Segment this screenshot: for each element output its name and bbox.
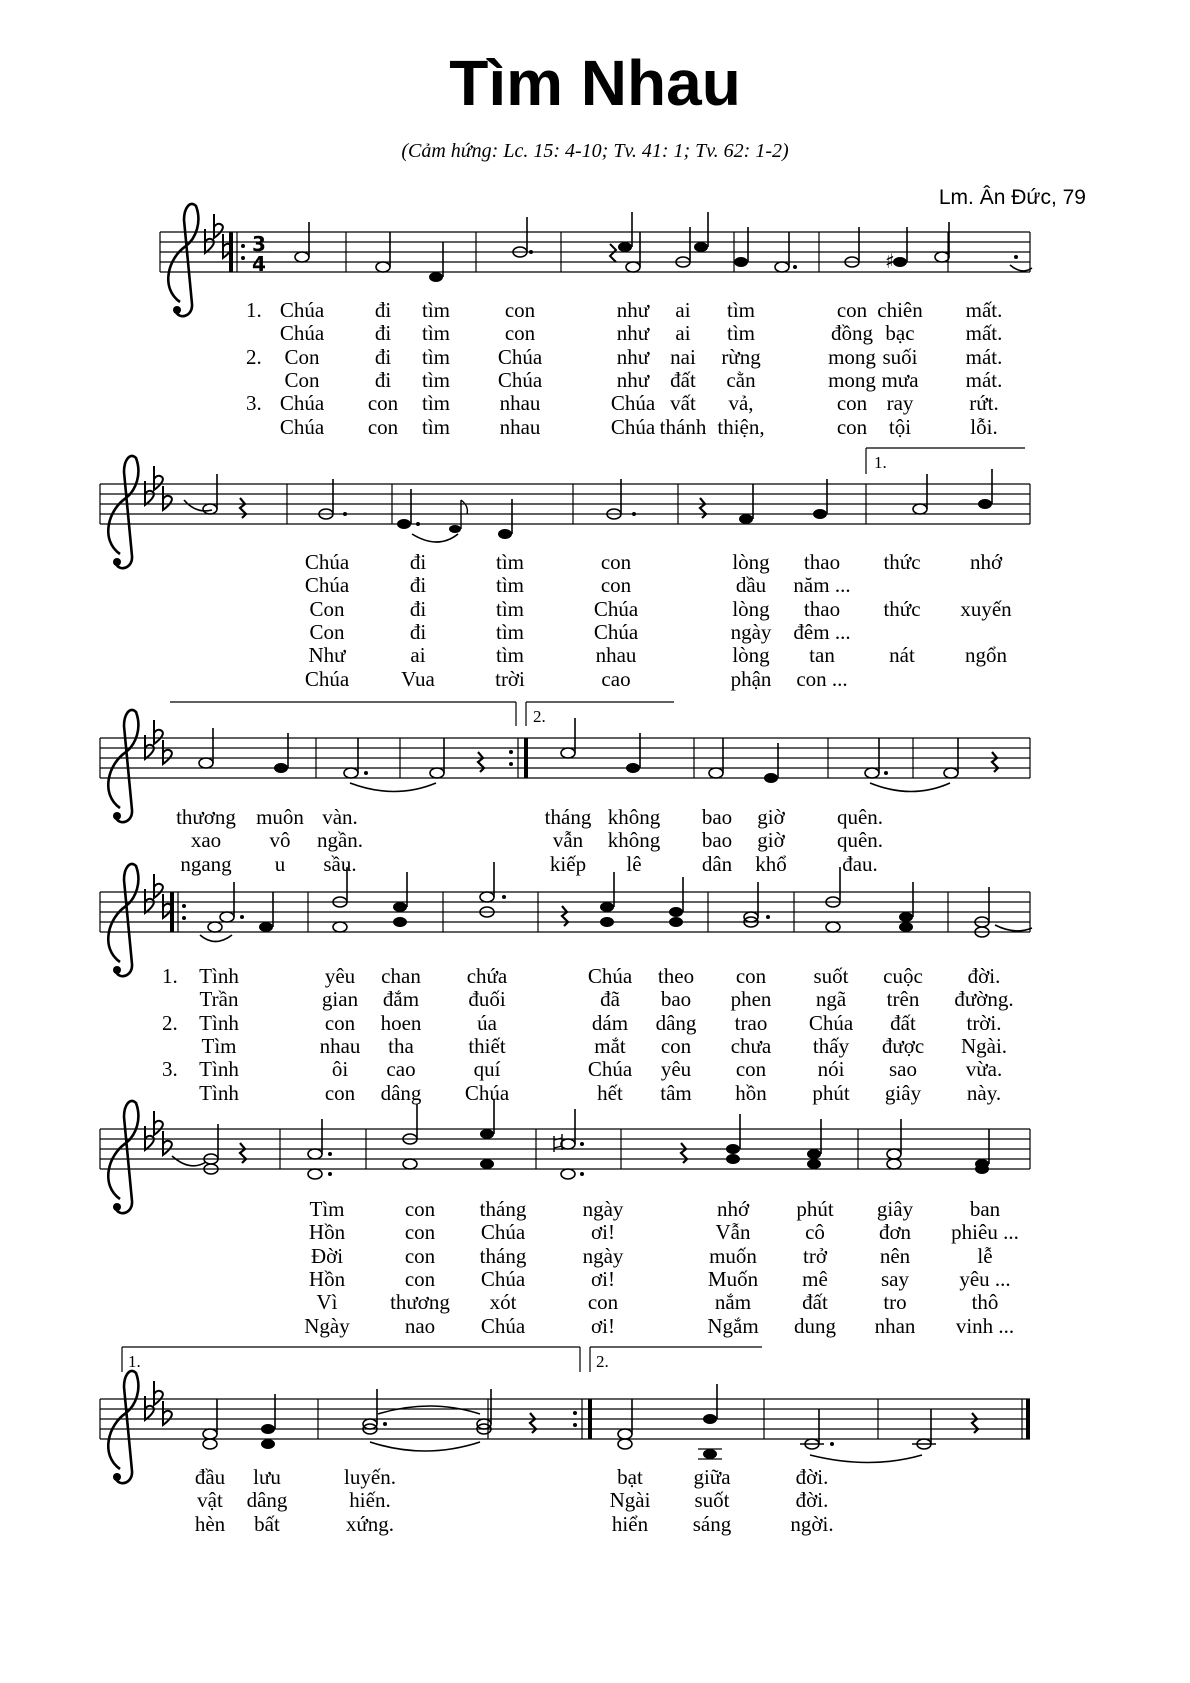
lyric-syllable: nhau <box>499 414 541 439</box>
lyric-syllable: nên <box>879 1243 911 1268</box>
lyric-syllable: Chúa <box>480 1220 526 1245</box>
lyric-syllable: Tìm <box>201 1033 237 1058</box>
lyric-syllable: hiển <box>611 1511 649 1536</box>
lyric-syllable: năm ... <box>793 573 851 598</box>
lyric-syllable: tìm <box>421 321 451 346</box>
volta-1-label-b: 1. <box>128 1352 141 1371</box>
lyric-syllable: lê <box>626 851 642 876</box>
lyric-syllable: đi <box>409 596 427 621</box>
lyric-syllable: vừa. <box>965 1057 1003 1082</box>
lyric-syllable: đêm ... <box>793 619 851 644</box>
lyric-syllable: thiện, <box>717 414 765 439</box>
volta-2-label: 2. <box>533 707 546 726</box>
lyric-syllable: xót <box>489 1290 517 1315</box>
lyric-syllable: giây <box>884 1080 922 1105</box>
lyric-syllable: Tình <box>199 1080 239 1105</box>
lyric-syllable: nát <box>889 643 915 668</box>
lyric-syllable: cằn <box>726 367 756 392</box>
lyric-syllable: hết <box>597 1080 623 1105</box>
verse-number: 2. <box>162 1010 178 1035</box>
lyric-syllable: mong <box>828 344 876 369</box>
lyric-syllable: nắm <box>714 1290 752 1315</box>
lyric-syllable: Chúa <box>497 367 543 392</box>
lyric-syllable: tháng <box>544 805 592 829</box>
lyric-syllable: thức <box>883 550 921 574</box>
lyric-syllable: đi <box>409 550 427 574</box>
lyric-syllable: gian <box>321 987 359 1012</box>
lyric-syllable: ray <box>886 391 914 416</box>
lyric-syllable: phút <box>796 1197 834 1221</box>
lyric-syllable: ngày <box>582 1243 624 1268</box>
lyric-syllable: Chúa <box>808 1010 854 1035</box>
lyric-syllable: hèn <box>194 1511 226 1536</box>
lyric-syllable: bao <box>660 987 692 1012</box>
lyric-syllable: ai <box>410 643 426 668</box>
lyric-syllable: con <box>735 1057 767 1082</box>
lyric-syllable: con <box>660 1033 692 1058</box>
lyric-syllable: đi <box>409 573 427 598</box>
lyric-syllable: ngời. <box>790 1511 834 1536</box>
lyric-syllable: đi <box>409 619 427 644</box>
lyric-syllable: dung <box>794 1313 836 1338</box>
lyric-syllable: ngang <box>180 851 232 876</box>
lyric-syllable: Con <box>309 619 345 644</box>
lyric-syllable: mất. <box>965 321 1003 346</box>
lyric-syllable: ơi! <box>591 1313 615 1338</box>
lyric-syllable: Chúa <box>610 391 656 416</box>
lyric-syllable: thao <box>803 596 841 621</box>
lyric-syllable: trời. <box>966 1010 1002 1035</box>
lyric-syllable: tìm <box>495 643 525 668</box>
lyric-syllable: bạc <box>885 321 915 346</box>
lyric-syllable: Muốn <box>707 1266 759 1291</box>
lyric-syllable: tội <box>888 414 912 439</box>
lyric-syllable: sao <box>889 1057 917 1082</box>
lyric-syllable: Chúa <box>279 321 325 346</box>
lyric-syllable: Đời <box>310 1243 344 1268</box>
lyric-syllable: ngày <box>582 1197 624 1221</box>
lyric-syllable: Tình <box>199 964 239 988</box>
lyric-syllable: cao <box>601 666 631 691</box>
lyric-syllable: con <box>836 414 868 439</box>
lyric-syllable: quên. <box>836 828 884 853</box>
lyric-syllable: ngày <box>730 619 772 644</box>
lyric-syllable: mát. <box>965 344 1003 369</box>
lyric-syllable: Ngày <box>304 1313 350 1338</box>
lyric-syllable: con <box>504 321 536 346</box>
time-sig-top: 3 <box>252 232 266 256</box>
lyric-syllable: lễ <box>977 1243 993 1268</box>
lyric-syllable: con <box>735 964 767 988</box>
lyric-syllable: luyến. <box>344 1465 396 1489</box>
lyric-syllable: ơi! <box>591 1266 615 1291</box>
verse-number: 1. <box>246 298 262 322</box>
lyric-syllable: ngần. <box>316 828 364 853</box>
lyric-syllable: bao <box>701 828 733 853</box>
lyric-syllable: thương <box>390 1290 450 1315</box>
lyric-syllable: nhau <box>499 391 541 416</box>
lyric-syllable: đau. <box>842 851 878 876</box>
lyric-syllable: kiếp <box>549 851 587 876</box>
lyric-syllable: này. <box>966 1080 1002 1105</box>
lyric-syllable: như <box>616 298 650 322</box>
verse-number: 2. <box>246 344 262 369</box>
lyric-syllable: dâng <box>655 1010 697 1035</box>
lyric-syllable: tan <box>809 643 835 668</box>
lyric-syllable: bất <box>254 1511 280 1536</box>
lyric-syllable: Vẫn <box>715 1220 751 1245</box>
lyric-syllable: cuộc <box>883 964 923 988</box>
lyric-syllable: ngã <box>815 987 847 1012</box>
lyric-syllable: Chúa <box>304 666 350 691</box>
lyric-syllable: mất. <box>965 298 1003 322</box>
lyric-syllable: rừng <box>721 344 761 369</box>
lyric-syllable: phút <box>812 1080 850 1105</box>
lyric-syllable: mát. <box>965 367 1003 392</box>
lyric-syllable: nói <box>817 1057 845 1082</box>
lyric-syllable: xuyến <box>960 596 1012 621</box>
lyric-syllable: Con <box>284 367 320 392</box>
lyric-syllable: suốt <box>813 964 849 988</box>
lyric-syllable: tìm <box>421 367 451 392</box>
lyric-syllable: giờ <box>757 805 785 829</box>
lyric-syllable: trao <box>734 1010 768 1035</box>
lyric-syllable: dâng <box>380 1080 422 1105</box>
lyric-syllable: chưa <box>730 1033 772 1058</box>
lyric-syllable: nhớ <box>716 1197 750 1221</box>
lyric-syllable: u <box>274 851 286 876</box>
lyric-syllable: yêu <box>660 1057 692 1082</box>
lyric-syllable: vàn. <box>322 805 358 829</box>
svg-text:♯: ♯ <box>885 249 895 273</box>
lyric-syllable: quí <box>473 1057 501 1082</box>
lyric-syllable: vật <box>197 1488 223 1513</box>
lyric-syllable: đời. <box>795 1465 829 1489</box>
lyric-syllable: Con <box>309 596 345 621</box>
lyric-syllable: Con <box>284 344 320 369</box>
lyric-syllable: úa <box>477 1010 497 1035</box>
lyric-syllable: đường. <box>954 987 1014 1012</box>
lyric-syllable: bao <box>701 805 733 829</box>
lyric-syllable: Ngài <box>609 1488 651 1513</box>
lyric-syllable: con <box>504 298 536 322</box>
lyric-syllable: đi <box>374 321 392 346</box>
lyric-syllable: Tìm <box>309 1197 345 1221</box>
lyric-syllable: tha <box>388 1033 414 1058</box>
lyric-syllable: Chúa <box>279 391 325 416</box>
lyric-syllable: xao <box>190 828 222 853</box>
lyric-syllable: đời. <box>795 1488 829 1513</box>
lyric-syllable: Vua <box>401 666 435 691</box>
lyric-syllable: đi <box>374 344 392 369</box>
lyric-syllable: Ngài. <box>960 1033 1008 1058</box>
lyric-syllable: con <box>324 1080 356 1105</box>
lyric-syllable: Chúa <box>279 298 325 322</box>
lyric-syllable: giây <box>876 1197 914 1221</box>
lyric-syllable: Chúa <box>587 964 633 988</box>
lyric-syllable: ơi! <box>591 1220 615 1245</box>
lyric-syllable: Chúa <box>497 344 543 369</box>
lyric-syllable: đi <box>374 367 392 392</box>
volta-1-label: 1. <box>874 453 887 472</box>
verse-number: 3. <box>246 391 262 416</box>
lyric-syllable: tìm <box>421 344 451 369</box>
lyric-syllable: tìm <box>421 298 451 322</box>
lyric-syllable: con <box>367 414 399 439</box>
lyric-syllable: sáng <box>692 1511 732 1536</box>
verse-number: 3. <box>162 1057 178 1082</box>
lyric-syllable: Chúa <box>480 1266 526 1291</box>
lyric-syllable: tìm <box>726 321 756 346</box>
lyric-syllable: thao <box>803 550 841 574</box>
lyric-syllable: say <box>881 1266 909 1291</box>
lyric-syllable: tìm <box>495 573 525 598</box>
lyric-syllable: mê <box>802 1266 828 1291</box>
time-sig-bottom: 4 <box>252 252 266 276</box>
lyric-syllable: lòng <box>732 550 770 574</box>
lyric-syllable: nhớ <box>969 550 1003 574</box>
lyric-syllable: lỗi. <box>970 414 998 439</box>
lyric-syllable: trời <box>495 666 525 691</box>
lyric-syllable: nai <box>670 344 696 369</box>
lyric-syllable: thánh <box>659 414 707 439</box>
lyric-syllable: hiến. <box>349 1488 391 1513</box>
lyric-syllable: bạt <box>617 1465 643 1489</box>
lyric-syllable: vinh ... <box>955 1313 1015 1338</box>
lyric-syllable: nhau <box>319 1033 361 1058</box>
lyric-syllable: ban <box>969 1197 1001 1221</box>
lyric-syllable: Hồn <box>308 1220 346 1245</box>
lyric-syllable: tâm <box>660 1080 692 1105</box>
lyric-syllable: dâng <box>246 1488 288 1513</box>
lyric-syllable: nhan <box>874 1313 916 1338</box>
lyric-syllable: con <box>404 1197 436 1221</box>
lyric-syllable: dân <box>701 851 733 876</box>
lyric-syllable: nao <box>404 1313 436 1338</box>
lyric-syllable: đã <box>600 987 620 1012</box>
lyric-syllable: cô <box>805 1220 825 1245</box>
lyric-syllable: tìm <box>726 298 756 322</box>
lyric-syllable: nhau <box>595 643 637 668</box>
lyric-syllable: thiết <box>468 1033 506 1058</box>
lyric-syllable: con <box>404 1266 436 1291</box>
song-title: Tìm Nhau <box>449 47 741 119</box>
lyric-syllable: tháng <box>479 1197 527 1221</box>
lyric-syllable: đất <box>802 1290 828 1315</box>
lyric-syllable: Tình <box>199 1057 239 1082</box>
lyric-syllable: suối <box>882 344 918 369</box>
lyric-syllable: đắm <box>382 987 420 1012</box>
lyric-syllable: như <box>616 367 650 392</box>
lyric-syllable: con ... <box>796 666 848 691</box>
lyric-syllable: muôn <box>256 805 304 829</box>
lyric-syllable: đơn <box>878 1220 912 1245</box>
lyric-syllable: con <box>367 391 399 416</box>
lyric-syllable: ngổn <box>965 643 1007 668</box>
lyric-syllable: tìm <box>421 414 451 439</box>
lyric-syllable: con <box>587 1290 619 1315</box>
lyric-syllable: vẫn <box>552 828 584 853</box>
lyric-syllable: mưa <box>881 367 919 392</box>
lyric-syllable: đất <box>670 367 696 392</box>
lyric-syllable: yêu <box>324 964 356 988</box>
lyric-syllable: con <box>324 1010 356 1035</box>
composer: Lm. Ân Đức, 79 <box>938 186 1086 209</box>
lyric-syllable: ai <box>675 321 691 346</box>
staff-system-6 <box>100 1347 1030 1483</box>
lyric-syllable: hồn <box>735 1080 767 1105</box>
lyric-syllable: Chúa <box>304 573 350 598</box>
lyric-syllable: vô <box>269 828 291 853</box>
lyric-syllable: tìm <box>495 596 525 621</box>
lyric-syllable: dầu <box>735 573 767 598</box>
lyric-syllable: trở <box>803 1243 827 1268</box>
lyric-syllable: con <box>836 391 868 416</box>
lyric-syllable: đồng <box>831 321 873 346</box>
lyric-syllable: đời. <box>967 964 1001 988</box>
lyric-syllable: muốn <box>709 1243 757 1268</box>
lyric-syllable: phiêu ... <box>951 1220 1019 1245</box>
lyric-syllable: Như <box>308 643 346 668</box>
lyric-syllable: tro <box>883 1290 907 1315</box>
lyric-syllable: theo <box>657 964 695 988</box>
lyric-syllable: mong <box>828 367 876 392</box>
lyric-syllable: Vì <box>316 1290 338 1315</box>
staff-system-4 <box>100 862 1032 976</box>
lyric-syllable: vất <box>670 391 696 416</box>
lyric-syllable: đất <box>890 1010 916 1035</box>
volta-2-label-b: 2. <box>596 1352 609 1371</box>
lyric-syllable: ôi <box>331 1057 349 1082</box>
lyric-syllable: chan <box>381 964 421 988</box>
lyric-syllable: con <box>836 298 868 322</box>
lyric-syllable: như <box>616 344 650 369</box>
song-subtitle: (Cảm hứng: Lc. 15: 4-10; Tv. 41: 1; Tv. 62: 1-2) <box>401 140 789 162</box>
lyric-syllable: thô <box>971 1290 999 1315</box>
lyric-syllable: Hồn <box>308 1266 346 1291</box>
lyric-syllable: sầu. <box>323 851 357 876</box>
lyric-syllable: quên. <box>836 805 884 829</box>
lyric-syllable: hoen <box>380 1010 422 1035</box>
lyric-syllable: cao <box>386 1057 416 1082</box>
lyric-syllable: Chúa <box>610 414 656 439</box>
lyric-syllable: dám <box>591 1010 629 1035</box>
lyric-syllable: không <box>607 805 661 829</box>
lyric-syllable: suốt <box>694 1488 730 1513</box>
lyric-syllable: trên <box>886 987 920 1012</box>
lyric-syllable: đi <box>374 298 392 322</box>
lyric-syllable: con <box>404 1243 436 1268</box>
lyric-syllable: Chúa <box>464 1080 510 1105</box>
lyric-syllable: phận <box>730 666 772 691</box>
lyric-syllable: Chúa <box>593 596 639 621</box>
lyric-syllable: đầu <box>194 1465 226 1489</box>
lyric-syllable: Ngắm <box>707 1313 759 1338</box>
lyric-syllable: rứt. <box>969 391 999 416</box>
lyric-syllable: tháng <box>479 1243 527 1268</box>
lyric-syllable: như <box>616 321 650 346</box>
lyric-syllable: giờ <box>757 828 785 853</box>
lyric-syllable: lưu <box>253 1465 281 1489</box>
lyric-syllable: thức <box>883 596 921 621</box>
lyric-syllable: tìm <box>495 550 525 574</box>
lyric-syllable: thấy <box>812 1033 850 1058</box>
lyric-syllable: chứa <box>466 964 508 988</box>
lyric-syllable: con <box>600 550 632 574</box>
lyric-syllable: yêu ... <box>959 1266 1011 1291</box>
lyric-syllable: vả, <box>728 391 754 416</box>
verse-number: 1. <box>162 964 178 988</box>
lyric-syllable: tìm <box>421 391 451 416</box>
lyric-syllable: đuối <box>468 987 506 1012</box>
lyric-syllable: Chúa <box>593 619 639 644</box>
lyric-syllable: xứng. <box>345 1511 395 1536</box>
lyric-syllable: khổ <box>755 851 787 876</box>
lyric-syllable: Trần <box>199 987 239 1012</box>
lyric-syllable: ai <box>675 298 691 322</box>
lyric-syllable: con <box>600 573 632 598</box>
lyric-syllable: thương <box>176 805 236 829</box>
lyric-syllable: Chúa <box>279 414 325 439</box>
lyric-syllable: được <box>881 1033 925 1058</box>
lyric-syllable: Chúa <box>480 1313 526 1338</box>
lyric-syllable: chiên <box>877 298 923 322</box>
lyric-syllable: Chúa <box>304 550 350 574</box>
lyric-syllable: tìm <box>495 619 525 644</box>
lyric-syllable: Tình <box>199 1010 239 1035</box>
lyric-syllable: giữa <box>693 1465 731 1489</box>
lyric-syllable: lòng <box>732 643 770 668</box>
lyric-syllable: mắt <box>594 1033 626 1058</box>
lyric-syllable: Chúa <box>587 1057 633 1082</box>
lyric-syllable: phen <box>730 987 772 1012</box>
lyric-syllable: không <box>607 828 661 853</box>
lyric-syllable: lòng <box>732 596 770 621</box>
lyric-syllable: con <box>404 1220 436 1245</box>
